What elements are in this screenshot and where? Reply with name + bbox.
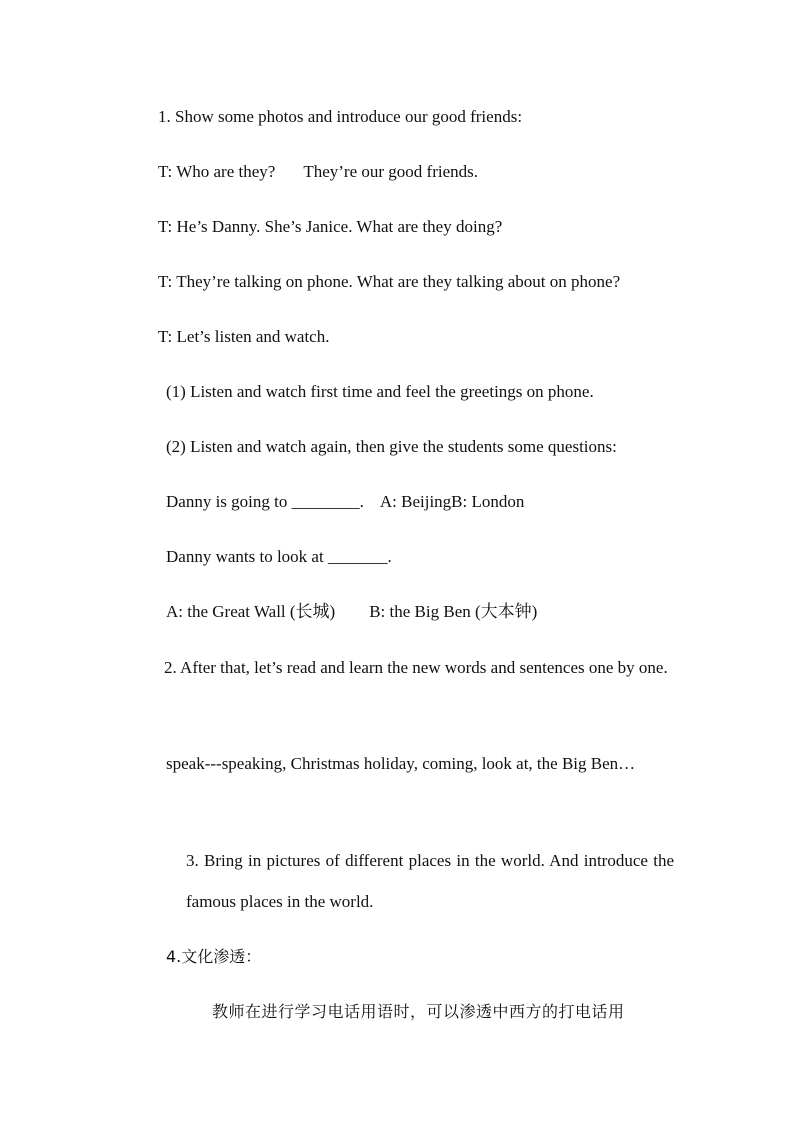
step-2-paragraph: 2. After that, let’s read and learn the new words and sentences one by one. <box>164 658 668 677</box>
listen-step-1: (1) Listen and watch first time and feel the greetings on phone. <box>166 382 594 401</box>
question-2: Danny wants to look at _______. <box>166 547 392 566</box>
step-4-heading: 4.文化渗透： <box>166 947 262 966</box>
dialogue-line-talking: T: They’re talking on phone. What are they talking about on phone? <box>158 272 621 291</box>
dialogue-line-listen: T: Let’s listen and watch. <box>158 327 330 346</box>
dialogue-line-who <box>158 162 478 182</box>
question-1 <box>166 492 524 512</box>
option-b: B: the Big Ben (大本钟) <box>369 602 538 621</box>
step-1-heading: 1. Show some photos and introduce our good friends: <box>158 107 523 126</box>
question-2-options <box>166 602 537 622</box>
question-1-options: A: BeijingB: London <box>379 492 525 511</box>
dialogue-line-danny: T: He’s Danny. She’s Janice. What are they doing? <box>158 217 503 236</box>
culture-paragraph: 教师在进行学习电话用语时，可以渗透中西方的打电话用 <box>212 1002 625 1021</box>
teacher-question: T: Who are they? <box>158 162 276 181</box>
option-a: A: the Great Wall (长城) <box>166 602 336 621</box>
answer-text: They’re our good friends. <box>303 162 478 181</box>
listen-step-2: (2) Listen and watch again, then give the students some questions: <box>166 437 617 456</box>
question-1-text: Danny is going to ________. <box>166 492 364 511</box>
vocabulary-paragraph: speak---speaking, Christmas holiday, coming, look at, the Big Ben… <box>166 754 636 773</box>
step-3-paragraph: 3. Bring in pictures of different places in the world. And introduce the famous places in the world. <box>186 851 674 911</box>
